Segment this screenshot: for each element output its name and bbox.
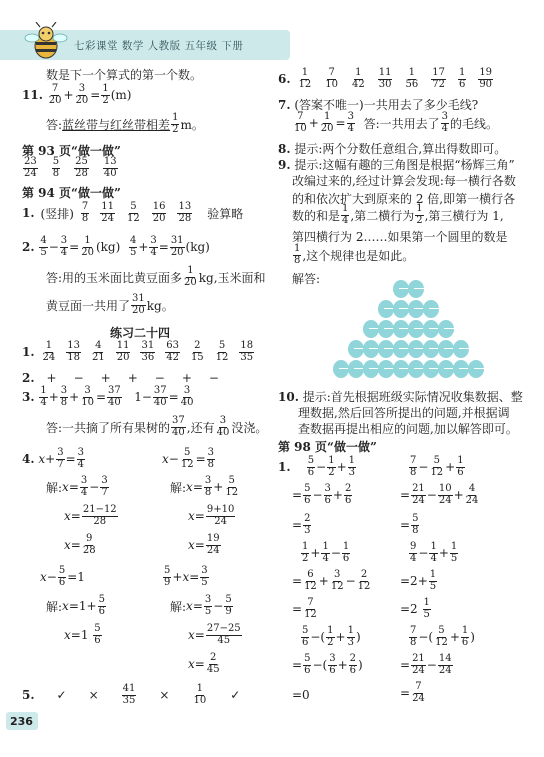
frac: 3 4 bbox=[80, 475, 88, 498]
r9-l1 bbox=[278, 156, 515, 173]
frac: 3 4 bbox=[347, 111, 354, 134]
e4-d-step1: 解: x = 3 5 − 5 9 bbox=[170, 594, 232, 617]
frac: 13 18 bbox=[67, 340, 80, 363]
frac: 1 6 bbox=[461, 625, 469, 648]
frac: 23 24 bbox=[24, 156, 37, 179]
e4-a: 4. x + 3 7 = 3 4 bbox=[22, 447, 85, 470]
section-title: 第 94 页“做一做” bbox=[22, 186, 121, 200]
e4-b-step2: x = 9+10 24 bbox=[188, 504, 235, 527]
frac: 2 15 bbox=[190, 340, 204, 363]
sign: + bbox=[46, 371, 57, 385]
s98-b3: = 5 8 bbox=[400, 513, 419, 536]
text: 答:一共用去了 bbox=[363, 116, 440, 131]
frac: 1 8 bbox=[294, 243, 301, 266]
r9-l4 bbox=[292, 204, 504, 226]
text: 的毛线。 bbox=[450, 116, 499, 131]
text: 解: bbox=[46, 480, 63, 495]
s98-c2: = 6 12 + 3 12 − 2 12 bbox=[292, 569, 371, 592]
frac: 21 24 bbox=[412, 483, 425, 506]
frac: 25 28 bbox=[75, 156, 88, 179]
section-98 bbox=[278, 438, 377, 455]
e1-label: 1. bbox=[22, 345, 35, 359]
text: 答:用的玉米面比黄豆面多 bbox=[46, 270, 183, 285]
s98-e1: 5 6 −( 1 2 + 1 3 ) bbox=[302, 625, 361, 648]
q1-row bbox=[22, 202, 243, 224]
pyramid-cell bbox=[333, 360, 349, 378]
e4-d-step3: x = 2 45 bbox=[188, 652, 220, 675]
frac: 1 56 bbox=[405, 67, 419, 90]
frac: 1 2 bbox=[328, 455, 335, 478]
frac: 7 8 bbox=[81, 201, 89, 224]
frac: 2 6 bbox=[344, 483, 352, 506]
pyramid-cell bbox=[438, 320, 454, 338]
text: 的和依次扩大到原来的 2 倍,即第一横行各 bbox=[292, 192, 516, 206]
pyramid-cell bbox=[423, 320, 439, 338]
pyramid-cell bbox=[393, 300, 409, 318]
left-line-1 bbox=[46, 66, 202, 83]
frac: 13 28 bbox=[178, 201, 192, 224]
sign: + bbox=[127, 371, 138, 385]
frac: 3 12 bbox=[330, 569, 344, 592]
frac: 1 2 bbox=[416, 203, 423, 226]
frac: 5 12 bbox=[435, 625, 448, 648]
q11: 11. 7 20 + 3 20 = 1 2 (m) bbox=[22, 83, 132, 106]
frac: 11 24 bbox=[101, 201, 115, 224]
frac: 3 5 bbox=[204, 594, 212, 617]
text: 答: bbox=[46, 117, 63, 132]
frac: 7 8 bbox=[410, 625, 417, 648]
frac: 7 8 bbox=[410, 455, 417, 478]
frac: 37 40 bbox=[172, 415, 185, 438]
s98-e3: =0 bbox=[292, 688, 310, 702]
s98-f3: = 7 24 bbox=[400, 681, 425, 704]
frac: 18 35 bbox=[240, 340, 254, 363]
exercise-24-title bbox=[110, 324, 170, 341]
q11-unit: (m) bbox=[110, 88, 132, 102]
frac: 7 10 bbox=[294, 111, 307, 134]
e2-label: 2. bbox=[22, 371, 35, 385]
text: (kg) bbox=[95, 240, 121, 254]
frac: 2 6 bbox=[349, 653, 356, 676]
s98-d1: 9 4 − 1 4 + 1 5 bbox=[410, 541, 458, 564]
frac: 9 4 bbox=[410, 541, 417, 564]
e2-row bbox=[22, 371, 219, 385]
frac: 1 24 bbox=[42, 340, 56, 363]
s98-c1: 1 2 + 1 4 − 1 6 bbox=[302, 541, 350, 564]
q2-answer-1 bbox=[46, 266, 266, 288]
frac: 3 7 bbox=[57, 447, 64, 470]
s98-d3: =2 1 5 bbox=[400, 597, 430, 620]
text: kg,玉米面和 bbox=[198, 270, 266, 285]
frac: 2 3 bbox=[304, 513, 311, 536]
e4-b-step3: x = 19 24 bbox=[188, 533, 220, 556]
frac: 3 4 bbox=[77, 447, 85, 470]
e3-row: 3. 1 4 + 3 8 + 3 10 = 37 40 1− 37 40 = 3 40 bbox=[22, 385, 194, 408]
text: 解: bbox=[46, 599, 63, 614]
s98-label: 1. bbox=[278, 460, 291, 474]
pyramid-cell bbox=[438, 340, 454, 358]
s98-a3: = 2 3 bbox=[292, 513, 311, 536]
e4-a-step3: x = 9 28 bbox=[64, 533, 96, 556]
frac: 2 12 bbox=[357, 569, 371, 592]
text: 数的和是 bbox=[292, 208, 341, 223]
frac: 1 6 bbox=[458, 67, 466, 90]
frac: 5 6 bbox=[98, 594, 105, 617]
pyramid-cell bbox=[378, 300, 394, 318]
mark: ✓ bbox=[56, 688, 67, 702]
s98-a2: = 5 6 − 3 6 + 2 6 bbox=[292, 483, 352, 506]
e4-label: 4. bbox=[22, 452, 35, 466]
header-title: 七彩课堂 数学 人教版 五年级 下册 bbox=[74, 40, 244, 52]
frac: 21−12 28 bbox=[82, 504, 117, 527]
frac: 5 8 bbox=[412, 513, 419, 536]
frac: $\frac{41}{35}$ bbox=[122, 683, 136, 706]
pyramid-cell bbox=[378, 320, 394, 338]
pyramid-cell bbox=[408, 320, 424, 338]
page-header bbox=[0, 0, 544, 62]
text: 改编过来的,经过计算会发现:每一横行各数 bbox=[292, 174, 516, 188]
pyramid-cell bbox=[363, 340, 379, 358]
s98-d2: =2+ 1 5 bbox=[400, 569, 437, 592]
frac: 1 12 bbox=[298, 67, 312, 90]
text: 查数据再提出相应的问题,加以解答即可。 bbox=[298, 422, 518, 436]
frac: 9+10 24 bbox=[206, 504, 235, 527]
frac: 5 12 bbox=[215, 340, 229, 363]
pyramid-cell bbox=[348, 340, 364, 358]
frac: $\frac{1}{10}$ bbox=[193, 683, 207, 706]
frac: 5 12 bbox=[180, 447, 194, 470]
s98-e2: = 5 6 −( 3 6 + 2 6 ) bbox=[292, 653, 363, 676]
mark: × bbox=[159, 688, 170, 702]
frac: 1 4 bbox=[430, 541, 437, 564]
frac: 9 28 bbox=[82, 533, 96, 556]
frac: 7 12 bbox=[304, 597, 317, 620]
frac: 13 40 bbox=[103, 156, 117, 179]
page-number: 236 bbox=[10, 715, 33, 728]
e4-c: x − 5 6 =1 bbox=[40, 565, 85, 588]
q1-fracs bbox=[80, 202, 193, 224]
text: 解答: bbox=[292, 272, 321, 286]
e3-answer bbox=[46, 416, 267, 438]
frac: 7 10 bbox=[325, 67, 338, 90]
frac: 14 24 bbox=[438, 653, 452, 676]
sign: − bbox=[208, 371, 219, 385]
text: (竖排) bbox=[40, 206, 74, 221]
s98-b1: 7 8 − 5 12 + 1 6 bbox=[410, 455, 464, 478]
text: 没浇。 bbox=[231, 420, 268, 435]
text: 蓝丝带与红丝带相差 bbox=[62, 117, 171, 132]
text: 解: bbox=[170, 599, 187, 614]
text: 理数据,然后回答所提出的问题,并根据调 bbox=[298, 406, 510, 420]
frac: 11 20 bbox=[116, 340, 130, 363]
frac: 3 4 bbox=[150, 235, 157, 258]
section-title: 第 98 页“做一做” bbox=[278, 440, 377, 454]
mark: ✓ bbox=[230, 688, 241, 702]
pyramid-cell bbox=[423, 360, 439, 378]
frac: 11 30 bbox=[378, 67, 392, 90]
s98-a1: 1. 5 6 − 1 2 + 1 3 bbox=[278, 455, 356, 478]
pyramid-cell bbox=[423, 340, 439, 358]
e4-c-step1: 解: x =1+ 5 6 bbox=[46, 594, 105, 617]
r7-row bbox=[278, 96, 478, 113]
frac: 3 5 bbox=[201, 565, 208, 588]
fraction-pyramid-diagram bbox=[318, 280, 498, 380]
e4-d-step2: x = 27−25 45 bbox=[188, 623, 241, 646]
frac: 1 20 bbox=[320, 111, 334, 134]
frac: 1 42 bbox=[352, 67, 365, 90]
frac: 5 6 bbox=[304, 653, 311, 676]
page-number-badge bbox=[6, 712, 38, 730]
text: m。 bbox=[180, 117, 204, 132]
mark: × bbox=[88, 688, 99, 702]
text: ,第二横行为 bbox=[350, 208, 415, 223]
pyramid-cell bbox=[408, 340, 424, 358]
frac: 19 90 bbox=[479, 67, 493, 90]
r7-eq: 7 10 + 1 20 = 3 4 答:一共用去了 3 4 的毛线。 bbox=[294, 111, 499, 134]
pyramid-cell bbox=[393, 280, 409, 298]
frac: 1 2 bbox=[302, 541, 309, 564]
text: 数是下一个算式的第一个数。 bbox=[46, 68, 203, 82]
frac: 5 8 bbox=[52, 156, 60, 179]
pyramid-cell bbox=[408, 300, 424, 318]
frac: 1 6 bbox=[342, 541, 350, 564]
frac: 4 21 bbox=[92, 340, 105, 363]
frac: 3 10 bbox=[81, 385, 94, 408]
frac: 5 9 bbox=[225, 594, 232, 617]
frac: 1 2 bbox=[102, 83, 109, 106]
e1-fracs bbox=[41, 341, 256, 363]
pyramid-cell bbox=[453, 360, 469, 378]
frac: 1 3 bbox=[348, 455, 356, 478]
frac: 17 72 bbox=[432, 67, 445, 90]
pyramid-cell bbox=[408, 360, 424, 378]
r6-label: 6. bbox=[278, 72, 291, 86]
e4-a-step1: 解: x = 3 4 − 3 7 bbox=[46, 475, 108, 498]
e2-signs bbox=[47, 371, 219, 385]
frac: 3 6 bbox=[329, 653, 336, 676]
frac: 3 4 bbox=[441, 111, 449, 134]
pyramid-cell bbox=[393, 360, 409, 378]
frac: 3 40 bbox=[216, 415, 230, 438]
pyramid-cell bbox=[378, 340, 394, 358]
frac: 5 12 bbox=[430, 455, 444, 478]
frac: 5 6 bbox=[304, 483, 311, 506]
frac: 1 6 bbox=[457, 455, 464, 478]
pyramid-cell bbox=[363, 360, 379, 378]
q2-answer-2 bbox=[46, 294, 174, 316]
frac: 37 40 bbox=[153, 385, 167, 408]
s98-b2: = 21 24 − 10 24 + 4 24 bbox=[400, 483, 479, 506]
e3-label: 3. bbox=[22, 390, 35, 404]
frac: 27−25 45 bbox=[206, 623, 241, 646]
text: 验算略 bbox=[207, 206, 244, 221]
text: ,第三横行为 1, bbox=[424, 208, 504, 223]
r7-label: 7. bbox=[278, 97, 291, 112]
section-title: 第 93 页“做一做” bbox=[22, 144, 121, 158]
frac: 1 2 bbox=[172, 112, 179, 135]
frac: 1 5 bbox=[429, 569, 437, 592]
q2-label: 2. bbox=[22, 240, 35, 254]
e4-d: 5 9 + x = 3 5 bbox=[164, 565, 208, 588]
text: 提示:这幅有趣的三角图是根据“杨辉三角” bbox=[294, 158, 515, 172]
text: (答案不唯一)一共用去了多少毛线? bbox=[294, 98, 479, 112]
sign: + bbox=[181, 371, 192, 385]
frac: 5 6 bbox=[307, 455, 315, 478]
text: 答:一共摘了所有果树的 bbox=[46, 420, 171, 435]
pyramid-cell bbox=[423, 300, 439, 318]
frac: 5 6 bbox=[58, 565, 66, 588]
pyramid-cell bbox=[438, 360, 454, 378]
frac: 1 4 bbox=[322, 541, 329, 564]
r10-l2 bbox=[298, 404, 510, 421]
frac: 16 20 bbox=[152, 201, 166, 224]
frac: 19 24 bbox=[206, 533, 220, 556]
s93-answers bbox=[22, 157, 119, 179]
frac: 3 40 bbox=[180, 385, 194, 408]
frac: 1 4 bbox=[342, 203, 349, 226]
frac: 31 20 bbox=[170, 235, 184, 258]
text: ,还有 bbox=[186, 420, 215, 435]
frac: 3 8 bbox=[60, 385, 68, 408]
s98-f1: 7 8 −( 5 12 + 1 6 ) bbox=[410, 625, 475, 648]
frac: 63 42 bbox=[166, 340, 179, 363]
text: 第四横行为 2……如果第一个圆里的数是 bbox=[292, 230, 508, 244]
text: kg。 bbox=[146, 298, 174, 313]
frac: 1 5 bbox=[450, 541, 458, 564]
s98-f2: = 21 24 − 14 24 bbox=[400, 653, 452, 676]
frac: 1 2 bbox=[327, 625, 334, 648]
pyramid-cell bbox=[348, 360, 364, 378]
frac: 31 20 bbox=[132, 293, 145, 316]
r9-l5 bbox=[292, 228, 507, 245]
r8-label: 8. bbox=[278, 141, 291, 156]
pyramid-cell bbox=[393, 320, 409, 338]
frac: 7 24 bbox=[412, 681, 425, 704]
frac: 3 7 bbox=[101, 475, 108, 498]
r9-l6 bbox=[292, 244, 414, 266]
pyramid-cell bbox=[468, 360, 484, 378]
frac: 31 36 bbox=[141, 340, 155, 363]
frac: 7 20 bbox=[48, 83, 62, 106]
frac: 5 12 bbox=[225, 475, 239, 498]
section-94 bbox=[22, 184, 121, 201]
frac: 3 8 bbox=[204, 475, 212, 498]
frac: 1 5 bbox=[423, 597, 430, 620]
e5-label: 5. bbox=[22, 688, 35, 702]
exercise-title: 练习二十四 bbox=[110, 326, 171, 340]
frac: 4 5 bbox=[40, 235, 47, 258]
e4-b: x − 5 12 = 3 8 bbox=[162, 447, 215, 470]
frac: 4 5 bbox=[129, 235, 137, 258]
e4-a-step2: x = 21−12 28 bbox=[64, 504, 117, 527]
frac: 4 24 bbox=[465, 483, 479, 506]
text: (kg) bbox=[185, 240, 210, 254]
r9-label: 9. bbox=[278, 157, 291, 172]
pyramid-cell bbox=[378, 360, 394, 378]
frac: 3 20 bbox=[75, 83, 89, 106]
frac: 21 24 bbox=[412, 653, 425, 676]
r9-l2 bbox=[292, 172, 516, 189]
frac: 5 12 bbox=[127, 201, 140, 224]
frac: 5 9 bbox=[164, 565, 171, 588]
s98-c3: = 7 12 bbox=[292, 597, 317, 620]
q11-label: 11. bbox=[22, 88, 43, 102]
r6-row bbox=[278, 68, 494, 90]
e5-row bbox=[22, 684, 240, 706]
pyramid-cell bbox=[408, 280, 424, 298]
q1-label: 1. bbox=[22, 206, 35, 220]
q2-row: 2. 4 5 − 3 4 = 1 20 (kg) 4 5 + 3 4 = 31 20 (kg) bbox=[22, 235, 210, 258]
e1-row bbox=[22, 341, 255, 363]
frac: 5 6 bbox=[94, 623, 101, 646]
pyramid-cell bbox=[453, 340, 469, 358]
frac: 6 12 bbox=[304, 569, 317, 592]
text: 解: bbox=[170, 480, 187, 495]
frac: 5 6 bbox=[302, 625, 309, 648]
text: 提示:两个分数任意组合,算出得数即可。 bbox=[294, 142, 507, 156]
frac: 2 45 bbox=[206, 652, 220, 675]
bee-mascot-icon bbox=[22, 22, 74, 62]
q11-answer bbox=[46, 113, 204, 135]
frac: 1 4 bbox=[40, 385, 47, 408]
pyramid-cell bbox=[393, 340, 409, 358]
text: 提示:首先根据班级实际情况收集数据、整 bbox=[302, 390, 523, 404]
e4-c-step2: x =1 5 6 bbox=[64, 623, 101, 646]
r10-label: 10. bbox=[278, 389, 299, 404]
frac: 10 24 bbox=[438, 483, 452, 506]
frac: 3 6 bbox=[324, 483, 331, 506]
frac: 1 20 bbox=[184, 265, 197, 288]
text: ,这个规律也是如此。 bbox=[302, 248, 415, 263]
pyramid-cell bbox=[363, 320, 379, 338]
r9-answer-label bbox=[292, 270, 320, 287]
r6-fracs bbox=[297, 68, 495, 90]
frac: 1 20 bbox=[81, 235, 94, 258]
frac: 1 3 bbox=[347, 625, 354, 648]
r8-row bbox=[278, 140, 506, 157]
r10-l3 bbox=[298, 420, 518, 437]
sign: − bbox=[73, 371, 84, 385]
frac: 37 40 bbox=[108, 385, 121, 408]
e4-b-step1: 解: x = 3 8 + 5 12 bbox=[170, 475, 239, 498]
sign: − bbox=[154, 371, 165, 385]
frac: 3 4 bbox=[60, 235, 68, 258]
r10-l1 bbox=[278, 388, 523, 405]
text: 黄豆面一共用了 bbox=[46, 298, 131, 313]
frac: 3 8 bbox=[207, 447, 215, 470]
sign: + bbox=[100, 371, 111, 385]
